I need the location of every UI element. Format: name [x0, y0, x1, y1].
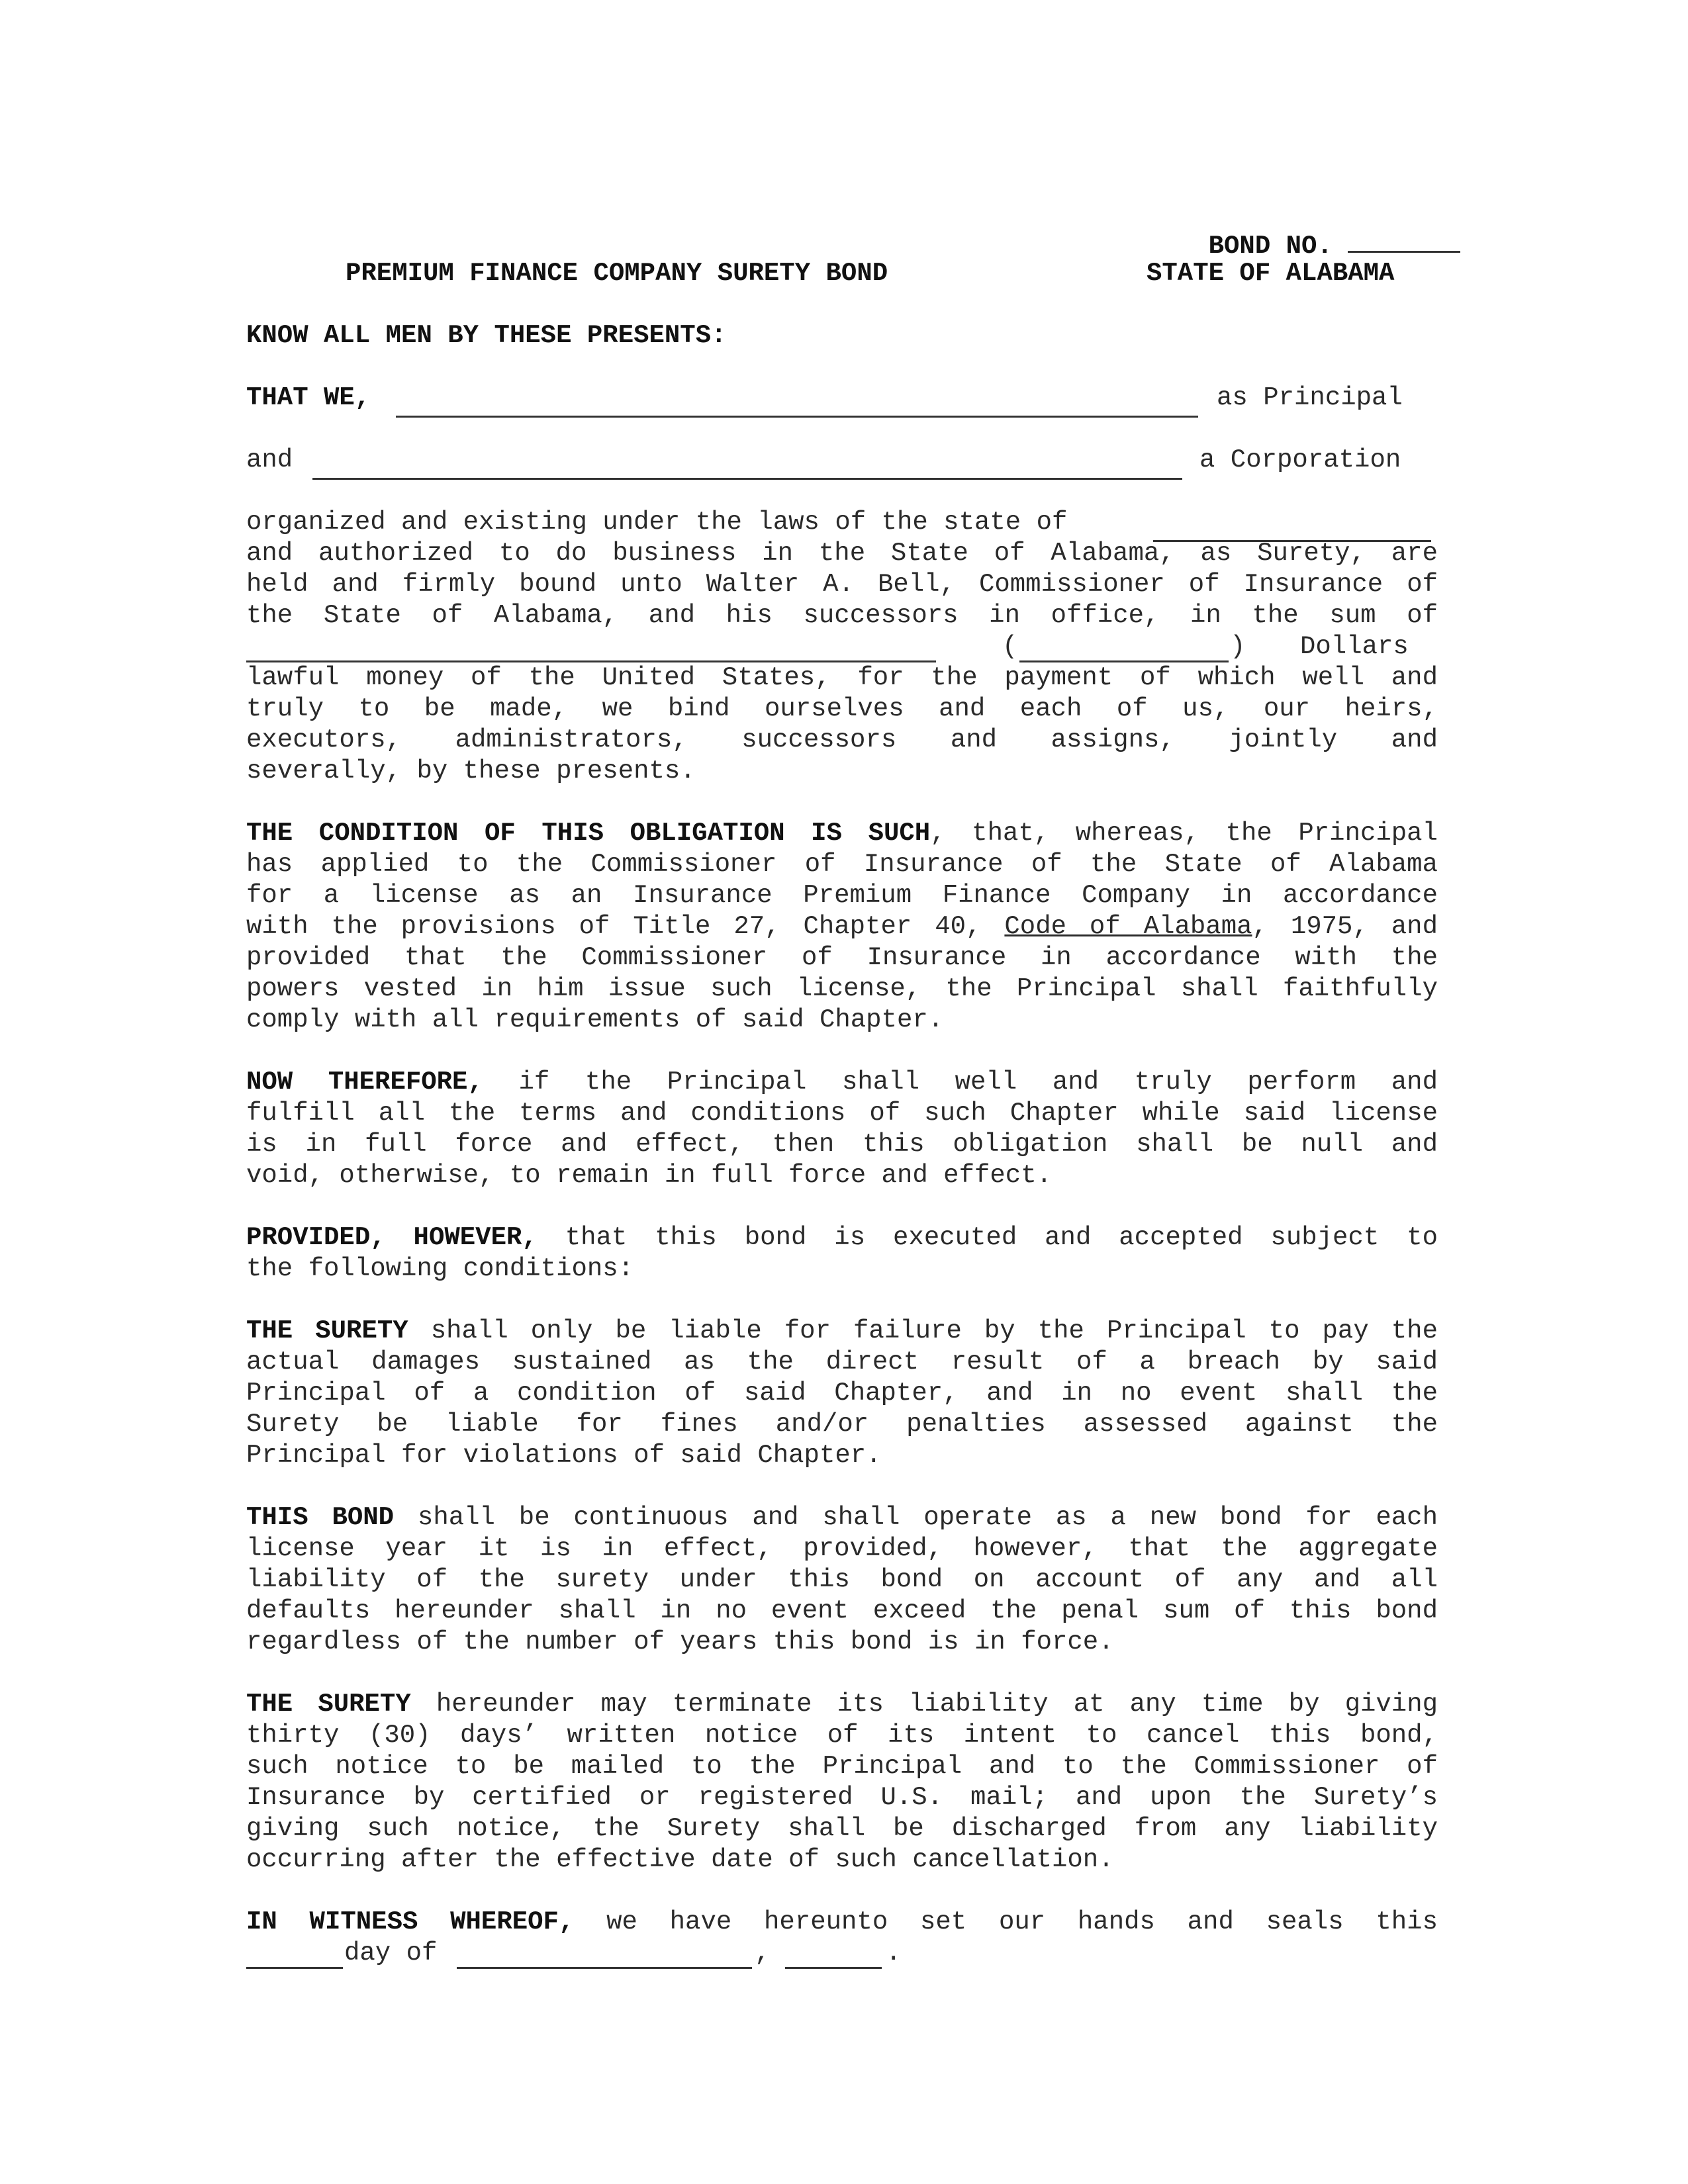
- para5-line4: Surety be liable for fines and/or penalties assessed against the: [246, 1410, 1438, 1439]
- para3-line4: void, otherwise, to remain in full force and effect.: [246, 1161, 1052, 1190]
- para6-line4: defaults hereunder shall in no event exceed the penal sum of this bond: [246, 1596, 1438, 1625]
- para1-line8: executors, administrators, successors and assigns, jointly and: [246, 725, 1438, 754]
- para2-line7: comply with all requirements of said Chapter.: [246, 1005, 944, 1034]
- month-blank[interactable]: [457, 1943, 752, 1969]
- para5-line2: actual damages sustained as the direct result of a breach by said: [246, 1347, 1438, 1377]
- para1-line3: held and firmly bound unto Walter A. Bell, Commissioner of Insurance of: [246, 570, 1438, 599]
- para2-line5: provided that the Commissioner of Insurance in accordance with the: [246, 943, 1438, 972]
- para1-line7: truly to be made, we bind ourselves and each of us, our heirs,: [246, 694, 1438, 723]
- para6-line3: liability of the surety under this bond on account of any and all: [246, 1565, 1438, 1594]
- para1-line1: organized and existing under the laws of the state of: [246, 508, 1068, 537]
- principal-name-blank[interactable]: [396, 392, 1198, 418]
- para7-line4: Insurance by certified or registered U.S. mail; and upon the Surety’s: [246, 1783, 1438, 1812]
- day-blank[interactable]: [246, 1943, 343, 1969]
- day-of-label: day of: [344, 1938, 438, 1968]
- para1-dollars: Dollars: [1300, 632, 1409, 661]
- para4-line1: PROVIDED, HOWEVER, that this bond is executed and accepted subject to: [246, 1223, 1438, 1252]
- year-blank[interactable]: [785, 1943, 882, 1969]
- corporation-line-tail: a Corporation: [1199, 445, 1401, 475]
- para1-line9: severally, by these presents.: [246, 756, 696, 786]
- surety-name-blank[interactable]: [312, 454, 1182, 480]
- para7-line6: occurring after the effective date of such cancellation.: [246, 1845, 1114, 1874]
- bond-number-label: BOND NO.: [1147, 196, 1460, 293]
- para4-line2: the following conditions:: [246, 1254, 634, 1283]
- principal-line-tail: as Principal: [1217, 383, 1403, 412]
- para2-line6: powers vested in him issue such license, the Principal shall faithfully: [246, 974, 1438, 1003]
- para2-line2: has applied to the Commissioner of Insurance of the State of Alabama: [246, 850, 1438, 879]
- date-comma: ,: [755, 1938, 771, 1968]
- para1-line2: and authorized to do business in the State of Alabama, as Surety, are: [246, 539, 1438, 568]
- para7-line3: such notice to be mailed to the Principal and to the Commissioner of: [246, 1752, 1438, 1781]
- para7-line1: THE SURETY hereunder may terminate its liability at any time by giving: [246, 1690, 1438, 1719]
- date-period: .: [886, 1938, 902, 1968]
- code-of-alabama-citation: Code of Alabama: [1004, 912, 1252, 941]
- para6-line2: license year it is in effect, provided, however, that the aggregate: [246, 1534, 1438, 1563]
- para5-line5: Principal for violations of said Chapter.: [246, 1441, 882, 1470]
- para5-line1: THE SURETY shall only be liable for failure by the Principal to pay the: [246, 1316, 1438, 1345]
- para6-line1: THIS BOND shall be continuous and shall operate as a new bond for each: [246, 1503, 1438, 1532]
- para6-line5: regardless of the number of years this bond is in force.: [246, 1627, 1114, 1657]
- para3-line1: NOW THEREFORE, if the Principal shall well and truly perform and: [246, 1068, 1438, 1097]
- corporation-line-lead: and: [246, 445, 293, 475]
- state-label: STATE OF ALABAMA: [1147, 259, 1395, 288]
- para1-line4: the State of Alabama, and his successors in office, in the sum of: [246, 601, 1438, 630]
- intro-heading: KNOW ALL MEN BY THESE PRESENTS:: [246, 321, 727, 350]
- para3-line3: is in full force and effect, then this obligation shall be null and: [246, 1130, 1438, 1159]
- document-title: PREMIUM FINANCE COMPANY SURETY BOND: [346, 259, 888, 288]
- sum-figure-paren-open: (: [1002, 632, 1018, 661]
- para7-line5: giving such notice, the Surety shall be discharged from any liability: [246, 1814, 1438, 1843]
- sum-figure-paren-close: ): [1230, 632, 1246, 661]
- sum-figure-blank[interactable]: [1019, 637, 1229, 662]
- para2-line1: THE CONDITION OF THIS OBLIGATION IS SUCH, that, whereas, the Principal: [246, 819, 1438, 848]
- para1-line6: lawful money of the United States, for the payment of which well and: [246, 663, 1438, 692]
- para3-line2: fulfill all the terms and conditions of such Chapter while said license: [246, 1099, 1438, 1128]
- para5-line3: Principal of a condition of said Chapter, and in no event shall the: [246, 1379, 1438, 1408]
- para2-line4: with the provisions of Title 27, Chapter 40, Code of Alabama, 1975, and: [246, 912, 1438, 941]
- bond-number-blank[interactable]: [1348, 227, 1460, 253]
- principal-line-lead: THAT WE,: [246, 383, 371, 412]
- para7-line2: thirty (30) days’ written notice of its intent to cancel this bond,: [246, 1721, 1438, 1750]
- sum-words-blank[interactable]: [246, 637, 936, 662]
- para2-line3: for a license as an Insurance Premium Finance Company in accordance: [246, 881, 1438, 910]
- para8-line1: IN WITNESS WHEREOF, we have hereunto set our hands and seals this: [246, 1907, 1438, 1936]
